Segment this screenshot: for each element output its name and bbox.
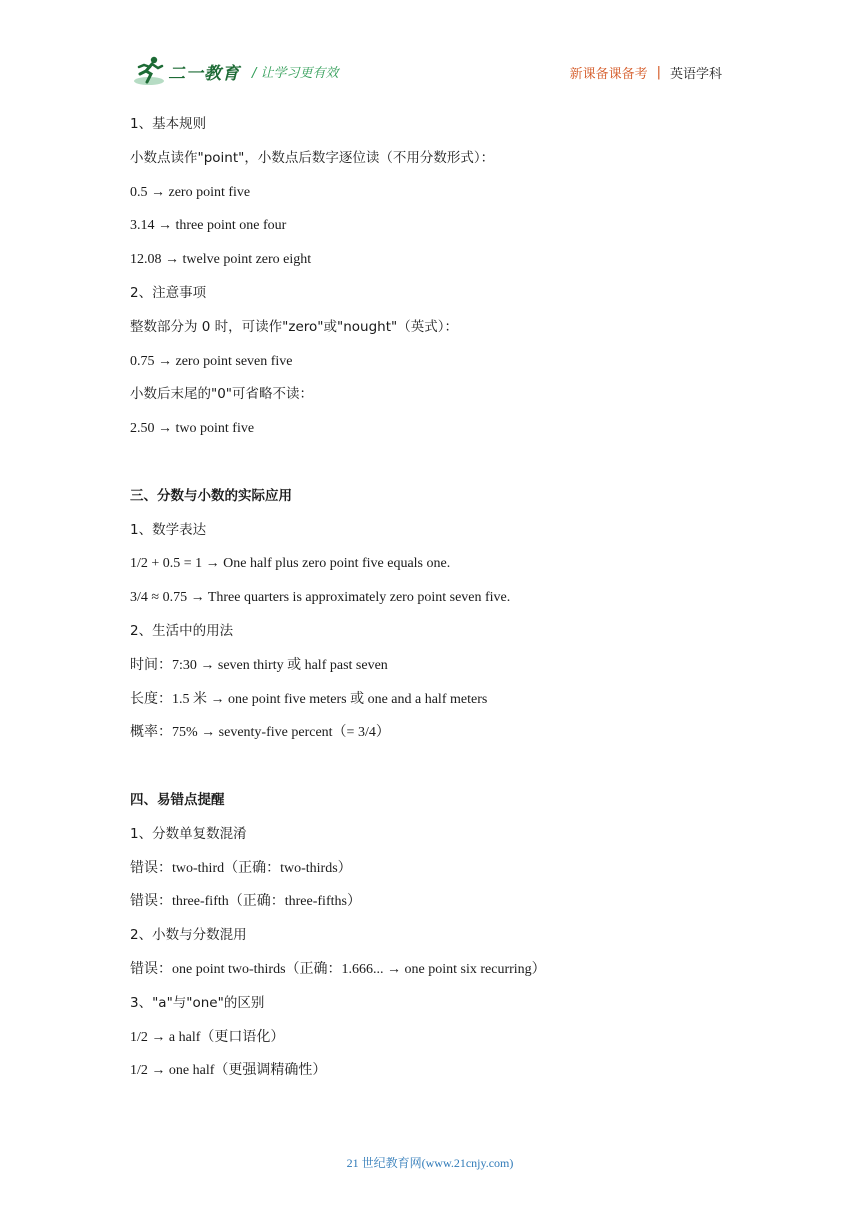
text-line: 0.5 → zero point five bbox=[130, 184, 251, 200]
document-body bbox=[130, 108, 750, 1088]
text-line: 1、基本规则 bbox=[130, 116, 207, 132]
spacer bbox=[130, 750, 750, 784]
text-line: 小数点读作"point"，小数点后数字逐位读（不用分数形式）： bbox=[130, 149, 495, 166]
text-line: 时间：7:30 → seven thirty 或 half past seven bbox=[130, 657, 388, 673]
text-line: 整数部分为 0 时，可读作"zero"或"nought"（英式）： bbox=[130, 318, 458, 335]
text-line: 概率：75% → seventy-five percent（= 3/4） bbox=[130, 725, 390, 741]
text-line: 1、数学表达 bbox=[130, 521, 207, 538]
text-line: 1/2 + 0.5 = 1 → One half plus zero point five equals one. bbox=[130, 556, 451, 572]
text-line: 小数后末尾的"0"可省略不读： bbox=[130, 386, 314, 403]
logo bbox=[132, 54, 240, 88]
text-line: 2、生活中的用法 bbox=[130, 622, 234, 639]
runner-logo-icon bbox=[132, 54, 166, 88]
section-heading: 四、易错点提醒 bbox=[130, 791, 225, 808]
text-line: 长度：1.5 米 → one point five meters 或 one and a half meters bbox=[130, 691, 488, 707]
text-line: 1/2 → one half（更强调精确性） bbox=[130, 1063, 327, 1079]
footer-text: 21 世纪教育网(www.21cnjy.com) bbox=[346, 1156, 514, 1170]
text-line: 2、注意事项 bbox=[130, 284, 207, 301]
text-line: 2、小数与分数混用 bbox=[130, 927, 247, 944]
text-line: 2.50 → two point five bbox=[130, 421, 255, 437]
header-right bbox=[570, 63, 722, 82]
text-line: 3.14 → three point one four bbox=[130, 218, 287, 234]
logo-text: 二一教育 bbox=[168, 63, 240, 84]
section-heading: 三、分数与小数的实际应用 bbox=[130, 487, 292, 504]
text-line: 1/2 → a half（更口语化） bbox=[130, 1029, 285, 1045]
text-line: 错误：three-fifth（正确：three-fifths） bbox=[130, 894, 361, 910]
text-line: 1、分数单复数混淆 bbox=[130, 825, 247, 842]
spacer bbox=[130, 446, 750, 480]
text-line: 0.75 → zero point seven five bbox=[130, 353, 293, 369]
header-subject: 英语学科 bbox=[669, 67, 722, 82]
header-tagline: 新课备课备考 bbox=[569, 67, 648, 82]
text-line: 12.08 → twelve point zero eight bbox=[130, 252, 312, 268]
text-line: 3/4 ≈ 0.75 → Three quarters is approximately zero point seven five. bbox=[130, 590, 511, 606]
page-header bbox=[0, 0, 860, 100]
text-line: 错误：one point two-thirds（正确：1.666... → one point six recurring） bbox=[130, 961, 546, 977]
text-line: 错误：two-third（正确：two-thirds） bbox=[130, 860, 352, 876]
slogan: / 让学习更有效 bbox=[252, 66, 339, 81]
text-line: 3、"a"与"one"的区别 bbox=[130, 994, 265, 1011]
header-separator: | bbox=[656, 65, 661, 80]
